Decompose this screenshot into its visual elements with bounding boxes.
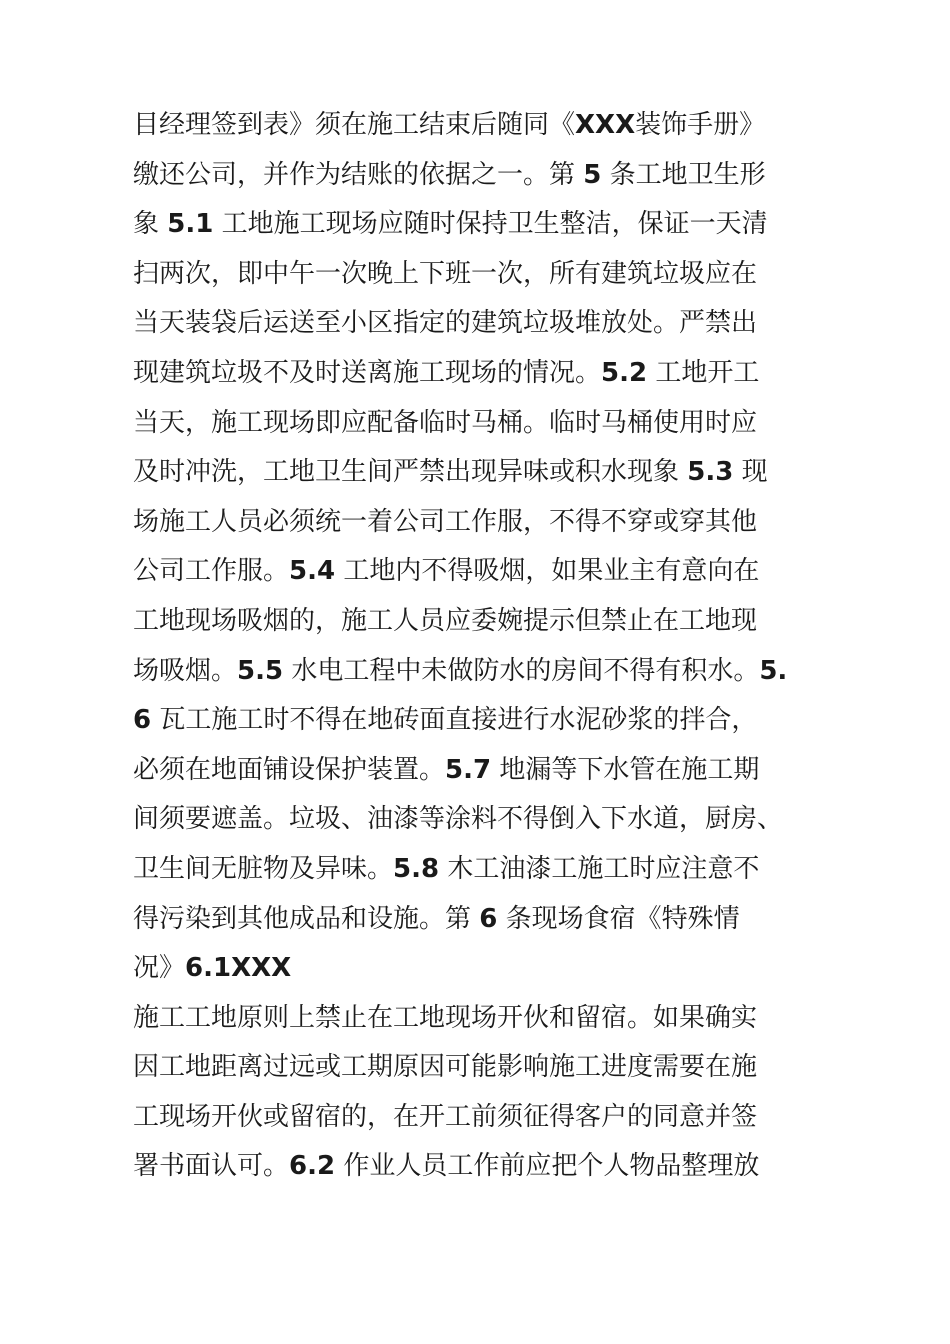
text-line: 场吸烟。5.5 水电工程中未做防水的房间不得有积水。5. bbox=[133, 655, 788, 686]
text-line: 况》6.1XXX bbox=[133, 953, 292, 984]
text-line: 因工地距离过远或工期原因可能影响施工进度需要在施 bbox=[133, 1052, 758, 1083]
text-line: 缴还公司，并作为结账的依据之一。第 5 条工地卫生形 bbox=[133, 159, 766, 190]
text-line: 间须要遮盖。垃圾、油漆等涂料不得倒入下水道，厨房、 bbox=[133, 804, 784, 835]
text-line: 当天装袋后运送至小区指定的建筑垃圾堆放处。严禁出 bbox=[133, 308, 758, 339]
text-line: 当天，施工现场即应配备临时马桶。临时马桶使用时应 bbox=[133, 407, 758, 438]
text-line: 现建筑垃圾不及时送离施工现场的情况。5.2 工地开工 bbox=[133, 357, 760, 388]
text-line: 扫两次，即中午一次晚上下班一次，所有建筑垃圾应在 bbox=[133, 258, 758, 289]
text-line: 公司工作服。5.4 工地内不得吸烟，如果业主有意向在 bbox=[133, 556, 760, 587]
text-line: 6 瓦工施工时不得在地砖面直接进行水泥砂浆的拌合， bbox=[133, 705, 758, 736]
body-text bbox=[133, 101, 853, 1192]
text-line: 必须在地面铺设保护装置。5.7 地漏等下水管在施工期 bbox=[133, 754, 760, 785]
text-line: 象 5.1 工地施工现场应随时保持卫生整洁，保证一天清 bbox=[133, 209, 768, 240]
text-line: 目经理签到表》须在施工结束后随同《XXX装饰手册》 bbox=[133, 110, 766, 140]
text-line: 场施工人员必须统一着公司工作服，不得不穿或穿其他 bbox=[133, 506, 758, 537]
text-line: 署书面认可。6.2 作业人员工作前应把个人物品整理放 bbox=[133, 1151, 760, 1182]
text-line: 施工工地原则上禁止在工地现场开伙和留宿。如果确实 bbox=[133, 1002, 758, 1033]
text-line: 及时冲洗，工地卫生间严禁出现异味或积水现象 5.3 现 bbox=[133, 457, 768, 488]
text-line: 工地现场吸烟的，施工人员应委婉提示但禁止在工地现 bbox=[133, 605, 758, 636]
text-line: 卫生间无脏物及异味。5.8 木工油漆工施工时应注意不 bbox=[133, 853, 760, 884]
text-line: 工现场开伙或留宿的，在开工前须征得客户的同意并签 bbox=[133, 1101, 758, 1132]
text-line: 得污染到其他成品和设施。第 6 条现场食宿《特殊情 bbox=[133, 903, 740, 934]
